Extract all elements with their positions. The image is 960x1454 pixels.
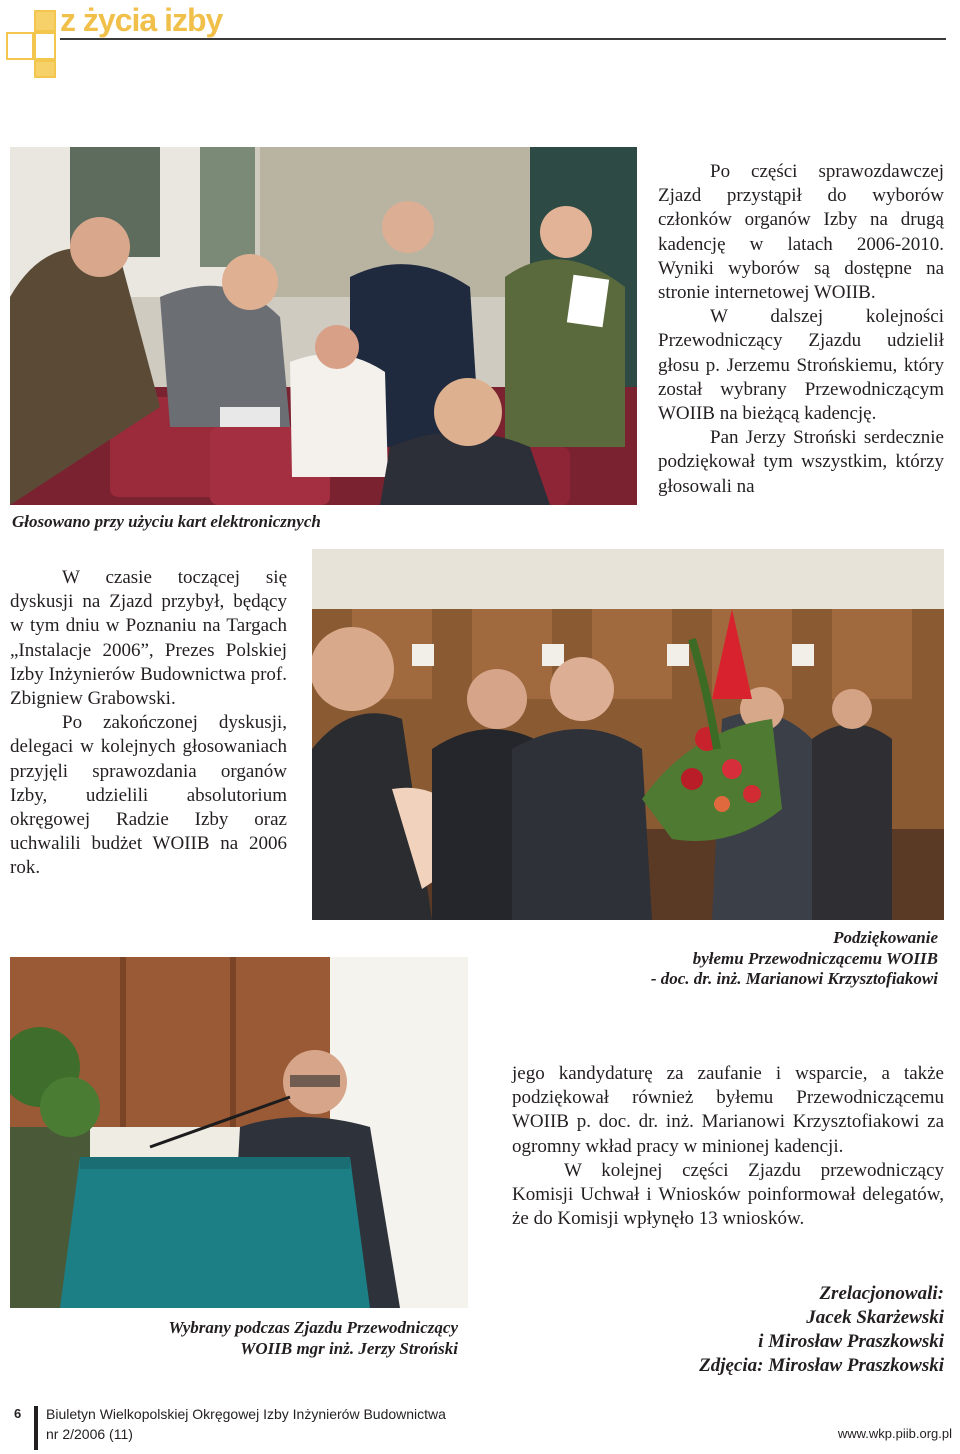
decor-square bbox=[34, 32, 56, 60]
paragraph: W dalszej kolejności Przewodniczący Zjazdu udzielił głosu p. Jerzemu Strońskiemu, który został wybrany Przewodniczącym WOIIB na bieżącą kadencję. bbox=[658, 306, 944, 425]
photo-flowers bbox=[312, 549, 944, 920]
paragraph: Po zakończonej dyskusji, delegaci w kolejnych głosowaniach przyjęli sprawozdania organów Izby, udzielili absolutorium okręgowej Radzie Izby oraz uchwalili budżet WOIIB na 2006 rok. bbox=[10, 712, 287, 879]
credits-line: Zdjęcia: Mirosław Praszkowski bbox=[699, 1355, 944, 1376]
section-title: z życia izby bbox=[60, 2, 223, 38]
website-link[interactable]: www.wkp.piib.org.pl bbox=[837, 1426, 952, 1441]
credits-line: Jacek Skarżewski bbox=[806, 1307, 944, 1328]
header-rule bbox=[60, 38, 946, 40]
footer-divider bbox=[34, 1406, 38, 1450]
caption-line: Podziękowanie bbox=[833, 928, 938, 947]
caption-line: byłemu Przewodniczącemu WOIIB bbox=[692, 948, 938, 968]
caption-line: Wybrany podczas Zjazdu Przewodniczący bbox=[168, 1318, 458, 1337]
decor-square bbox=[34, 60, 56, 78]
credits-line: i Mirosław Praszkowski bbox=[758, 1331, 944, 1352]
article-block-2 bbox=[10, 566, 287, 881]
article-block-1 bbox=[658, 160, 944, 499]
credits bbox=[600, 1282, 944, 1378]
paragraph: W czasie toczącej się dyskusji na Zjazd przybył, będący w tym dniu w Poznaniu na Targach „Instalacje 2006”, Prezes Polskiej Izby Inżynierów Budownictwa prof. Zbigniew Grabowski. bbox=[10, 567, 287, 710]
paragraph: Pan Jerzy Stroński serdecznie podziękował tym wszystkim, którzy głosowali na bbox=[658, 427, 944, 497]
issue-number: nr 2/2006 (11) bbox=[46, 1426, 133, 1442]
publication-title: Biuletyn Wielkopolskiej Okręgowej Izby Inżynierów Budownictwa bbox=[46, 1406, 446, 1422]
photo-lectern-caption bbox=[70, 1318, 458, 1359]
photo-voting-caption: Głosowano przy użyciu kart elektronicznych bbox=[12, 512, 321, 531]
photo-flowers-caption bbox=[600, 928, 938, 990]
photo-voting bbox=[10, 147, 637, 505]
paragraph: W kolejnej części Zjazdu przewodniczący Komisji Uchwał i Wniosków poinformował delegatów, że do Komisji wpłynęło 13 wniosków. bbox=[512, 1159, 944, 1230]
page-number: 6 bbox=[14, 1406, 22, 1421]
photo-lectern bbox=[10, 957, 468, 1308]
decor-square bbox=[6, 32, 34, 60]
paragraph: jego kandydaturę za zaufanie i wsparcie, a także podziękował również byłemu Przewodniczącemu WOIIB p. doc. dr. inż. Marianowi Krzysztofiakowi za ogromny wkład pracy w minionej kadencji. bbox=[512, 1063, 944, 1157]
decor-square bbox=[34, 10, 56, 32]
caption-line: WOIIB mgr inż. Jerzy Stroński bbox=[240, 1338, 458, 1358]
credits-line: Zrelacjonowali: bbox=[819, 1283, 944, 1304]
paragraph: Po części sprawozdawczej Zjazd przystąpił do wyborów członków organów Izby na drugą kadencję w latach 2006-2010. Wyniki wyborów są dostępne na stronie internetowej WOIIB. bbox=[658, 161, 944, 304]
article-block-3 bbox=[512, 1062, 944, 1231]
caption-line: - doc. dr. inż. Marianowi Krzysztofiakowi bbox=[650, 969, 938, 989]
